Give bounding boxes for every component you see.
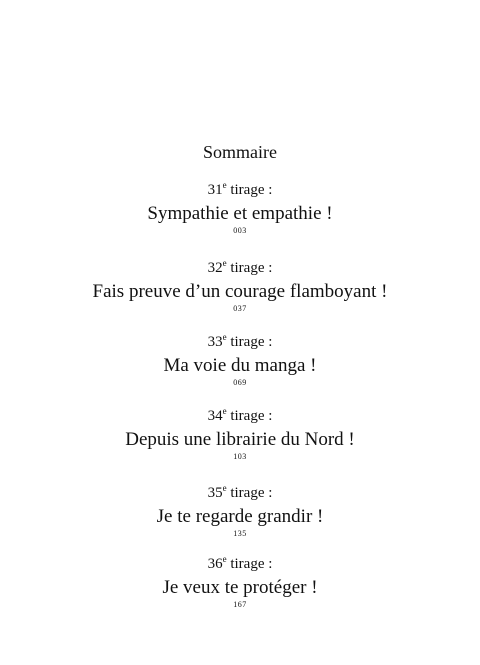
chapter-title: Sympathie et empathie ! [147, 203, 333, 224]
ordinal-suffix: e [222, 258, 227, 268]
chapter-number: 34 [207, 408, 223, 424]
toc-entry [0, 258, 480, 314]
chapter-title: Je te regarde grandir ! [156, 506, 324, 527]
chapter-label-text: tirage : [226, 334, 273, 350]
page-number: 167 [233, 600, 247, 609]
chapter-number: 36 [207, 556, 223, 572]
chapter-label-text: tirage : [226, 182, 273, 198]
ordinal-suffix: e [222, 332, 227, 342]
chapter-label-text: tirage : [226, 408, 273, 424]
chapter-title: Depuis une librairie du Nord ! [125, 429, 355, 450]
chapter-number: 32 [207, 260, 223, 276]
page-number: 037 [233, 304, 247, 313]
chapter-title: Je veux te protéger ! [162, 577, 318, 598]
chapter-label [0, 483, 480, 503]
chapter-label [0, 332, 480, 352]
page-title: Sommaire [203, 142, 277, 162]
chapter-label [0, 406, 480, 426]
chapter-label-text: tirage : [226, 260, 273, 276]
ordinal-suffix: e [222, 406, 227, 416]
chapter-label [0, 258, 480, 278]
chapter-title: Fais preuve d’un courage flamboyant ! [92, 281, 388, 302]
chapter-title: Ma voie du manga ! [163, 355, 317, 376]
toc-entry [0, 483, 480, 539]
chapter-number: 31 [207, 182, 223, 198]
page-number: 069 [233, 378, 247, 387]
toc-entry [0, 180, 480, 236]
ordinal-suffix: e [222, 554, 227, 564]
toc-entry [0, 406, 480, 462]
chapter-label [0, 180, 480, 200]
chapter-label [0, 554, 480, 574]
page-number: 003 [233, 226, 247, 235]
toc-entry [0, 332, 480, 388]
page-number: 103 [233, 452, 247, 461]
toc-entry [0, 554, 480, 610]
chapter-number: 35 [207, 485, 223, 501]
chapter-number: 33 [207, 334, 223, 350]
ordinal-suffix: e [222, 180, 227, 190]
chapter-label-text: tirage : [226, 556, 273, 572]
ordinal-suffix: e [222, 483, 227, 493]
page-number: 135 [233, 529, 247, 538]
chapter-label-text: tirage : [226, 485, 273, 501]
